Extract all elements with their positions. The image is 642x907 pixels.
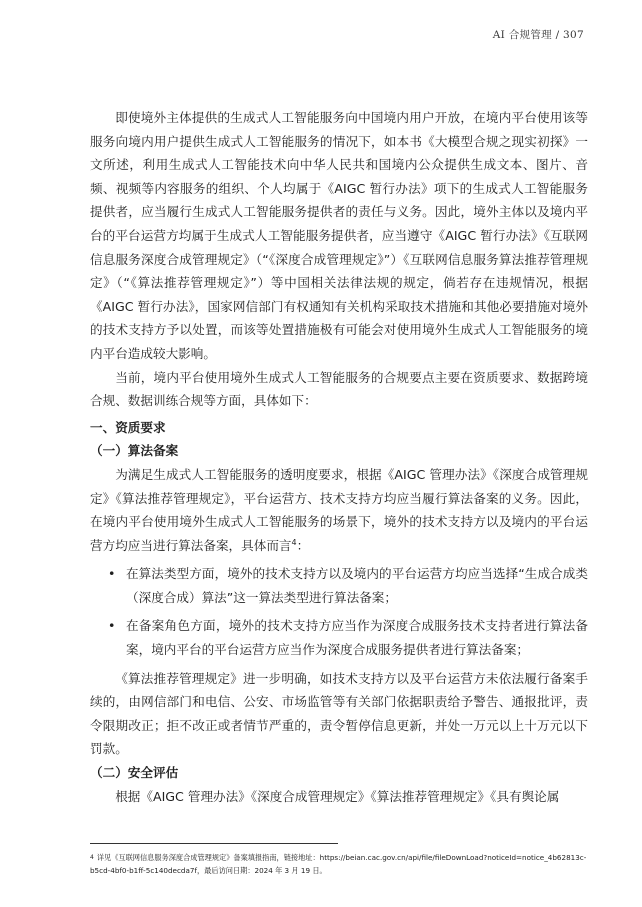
section-heading-qualification: 一、资质要求 [90,419,166,435]
bullet-list [90,562,588,661]
paragraph-algorithm-filing [90,463,588,557]
paragraph-summary: 当前，境内平台使用境外生成式人工智能服务的合规要点主要在资质要求、数据跨境合规、数据训练合规等方面，具体如下： [90,369,588,409]
running-header: AI 合规管理 / 307 [492,29,584,41]
main-body [90,106,588,808]
paragraph-intro: 即使境外主体提供的生成式人工智能服务向中国境内用户开放，在境内平台使用该等服务向境内用户提供生成式人工智能服务的情况下，如本书《大模型合规之现实初探》一文所述，利用生成式人工智能技术向中华人民共和国境内公众提供生成文本、图片、音频、视频等内容服务的组织、个人均属于《AIGC 暂行办法》项下的生成式人工智能服务提供者，应当履行生成式人工智能服务提供者的责任与义务。因此，境外主体以及境内平台的平台运营方均属于生成式人工智能服务提供者，应当遵守《AIGC 暂行办法》《互联网信息服务深度合成管理规定》（“《深度合成管理规定》”）《互联网信息服务算法推荐管理规定》（“《算法推荐管理规定》”）等中国相关法律法规的规定，倘若存在违规情况，根据《AIGC 暂行办法》，国家网信部门有权通知有关机构采取技术措施和其他必要措施对境外的技术支持方予以处置，而该等处置措施极有可能会对使用境外生成式人工智能服务的境内平台造成较大影响。 [90,110,588,361]
paragraph-algorithm-filing-end: ： [296,537,310,553]
paragraph-penalties: 《算法推荐管理规定》进一步明确，如技术支持方以及平台运营方未依法履行备案手续的，由网信部门和电信、公安、市场监管等有关部门依据职责给予警告、通报批评，责令限期改正；拒不改正或者情节严重的，责令暂停信息更新，并处一万元以上十万元以下罚款。 [90,670,588,757]
paragraph-algorithm-filing-text: 为满足生成式人工智能服务的透明度要求，根据《AIGC 管理办法》《深度合成管理规定》《算法推荐管理规定》，平台运营方、技术支持方均应当履行算法备案的义务。因此，在境内平台使用境外生成式人工智能服务的场景下，境外的技术支持方以及境内的平台运营方均应当进行算法备案，具体而言 [90,466,588,553]
footnote-divider [90,843,338,844]
subsection-heading-algorithm-filing: （一）算法备案 [90,443,179,459]
footnote [90,851,588,877]
list-item-text: 在算法类型方面，境外的技术支持方以及境内的平台运营方均应当选择“生成合成类（深度合成）算法”这一算法类型进行算法备案； [126,566,588,605]
list-item [90,562,588,609]
subsection-heading-security-assessment: （二）安全评估 [90,765,179,781]
footnote-text[interactable]: 详见《互联网信息服务深度合成管理规定》备案填报指南，链接地址：https://beian.cac.gov.cn/api/file/fileDownLoad?noticeId=notice_4b62813c-b5cd-4bf0-b1ff-5c140decda7f，最后访问日期：2024 年 3 月 19 日。 [90,853,587,875]
list-item [90,614,588,661]
footnote-reference[interactable]: 4 [291,537,297,547]
footnote-number: 4 [90,854,94,861]
bullet-icon: • [108,566,116,582]
list-item-text: 在备案角色方面，境外的技术支持方应当作为深度合成服务技术支持者进行算法备案，境内平台的平台运营方应当作为深度合成服务提供者进行算法备案； [126,618,588,658]
paragraph-security-assessment: 根据《AIGC 管理办法》《深度合成管理规定》《算法推荐管理规定》《具有舆论属 [115,788,560,804]
bullet-icon: • [108,618,116,634]
